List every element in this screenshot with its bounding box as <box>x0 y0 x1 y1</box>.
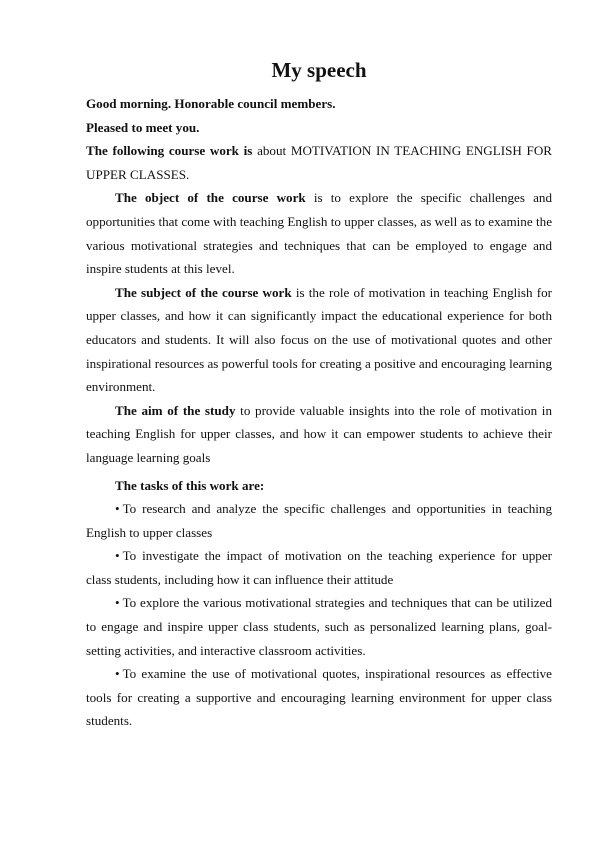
subject-text: is the role of motivation in teaching English for upper classes, and how it can significantly impact the educational experience for both educators and students. It will also focus on the use of motivational quotes and other inspirational resources as powerful tools for creating a positive and encouraging learning environment. <box>86 284 552 395</box>
aim-label: The aim of the study <box>115 402 236 418</box>
pleased-text: Pleased to meet you. <box>86 119 200 135</box>
bullet-icon: • <box>115 666 120 682</box>
task-item <box>86 662 552 733</box>
task-item <box>86 591 552 662</box>
task-text: To examine the use of motivational quotes, inspirational resources as effective tools for creating a supportive and encouraging learning environment for upper class students. <box>86 666 552 729</box>
course-intro-paragraph <box>86 139 552 186</box>
tasks-heading-text: The tasks of this work are: <box>115 477 265 493</box>
tasks-heading <box>86 474 552 498</box>
object-paragraph <box>86 186 552 280</box>
bullet-icon: • <box>115 595 120 611</box>
subject-label: The subject of the course work <box>115 284 292 300</box>
document-page <box>86 56 552 733</box>
greeting-line <box>86 92 552 116</box>
task-text: To investigate the impact of motivation on the teaching experience for upper class students, including how it can influence their attitude <box>86 548 552 587</box>
task-text: To explore the various motivational strategies and techniques that can be utilized to engage and inspire upper class students, such as personalized learning plans, goal-setting activities, and interactive classroom activities. <box>86 595 552 658</box>
aim-paragraph <box>86 399 552 470</box>
pleased-line <box>86 116 552 140</box>
task-item <box>86 544 552 591</box>
bullet-icon: • <box>115 548 120 564</box>
object-label: The object of the course work <box>115 190 306 206</box>
subject-paragraph <box>86 281 552 399</box>
task-item <box>86 497 552 544</box>
course-intro-text: about MOTIVATION IN TEACHING ENGLISH FOR UPPER CLASSES. <box>86 143 553 182</box>
course-intro-label: The following course work is <box>86 143 253 159</box>
object-text: is to explore the specific challenges and opportunities that come with teaching English to upper classes, as well as to examine the various motivational strategies and techniques that can be employed to engage and inspire students at this level. <box>86 190 552 277</box>
page-title: My speech <box>271 58 367 82</box>
aim-text: to provide valuable insights into the role of motivation in teaching English for upper classes, and how it can empower students to achieve their language learning goals <box>86 402 552 465</box>
greeting-text: Good morning. Honorable council members. <box>86 96 336 111</box>
task-text: To research and analyze the specific challenges and opportunities in teaching English to upper classes <box>86 501 552 540</box>
bullet-icon: • <box>115 501 120 517</box>
